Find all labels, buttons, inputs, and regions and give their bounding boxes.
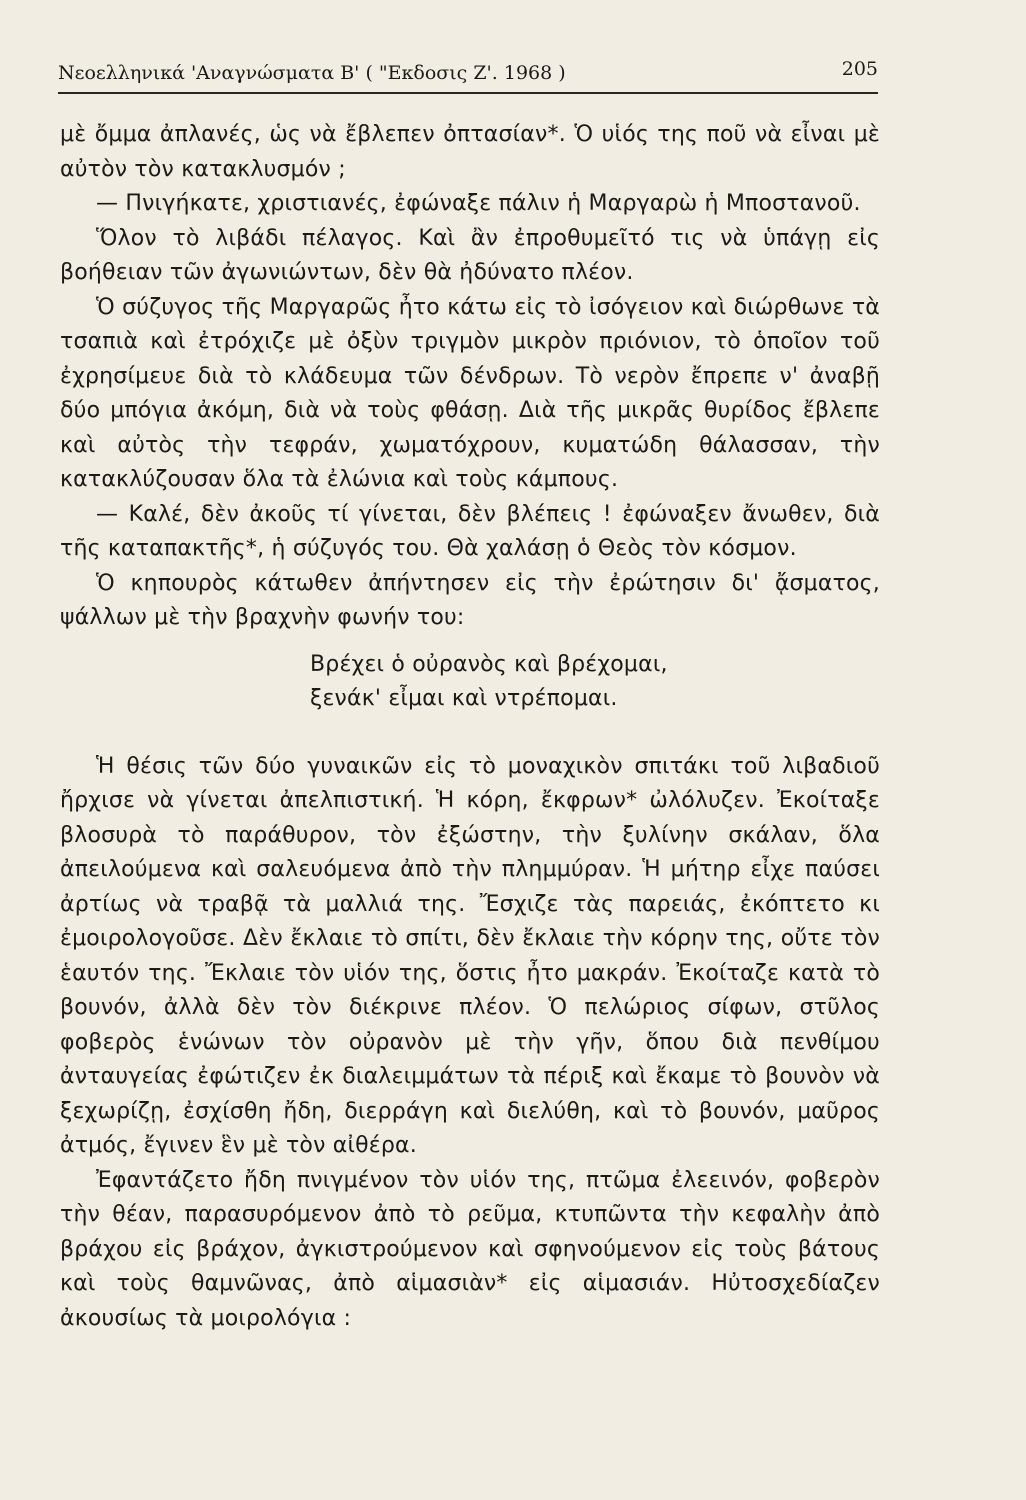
body-text — [60, 118, 880, 1336]
paragraph: Ὁ κηπουρὸς κάτωθεν ἀπήντησεν εἰς τὴν ἐρώτησιν δι' ᾄσματος, ψάλλων μὲ τὴν βραχνὴν φωνήν του: — [60, 570, 880, 630]
paragraph: Ἡ θέσις τῶν δύο γυναικῶν εἰς τὸ μοναχικὸν σπιτάκι τοῦ λιβαδιοῦ ἤρχισε νὰ γίνεται ἀπελπιστική. Ἡ κόρη, ἔκφρων* ὠλόλυζεν. Ἐκοίταξε βλοσυρὰ τὸ παράθυρον, τὸν ἐξώστην, τὴν ξυλίνην σκάλαν, ὅλα ἀπειλούμενα καὶ σαλευόμενα ἀπὸ τὴν πλημμύραν. Ἡ μήτηρ εἶχε παύσει ἀρτίως νὰ τραβᾷ τὰ μαλλιά της. Ἔσχιζε τὰς παρειάς, ἐκόπτετο κι ἐμοιρολογοῦσε. Δὲν ἔκλαιε τὸ σπίτι, δὲν ἔκλαιε τὴν κόρην της, οὔτε τὸν ἑαυτόν της. Ἔκλαιε τὸν υἱόν της, ὅστις ἦτο μακράν. Ἐκοίταζε κατὰ τὸ βουνόν, ἀλλὰ δὲν τὸν διέκρινε πλέον. Ὁ πελώριος σίφων, στῦλος φοβερὸς ἑνώνων τὸν οὐρανὸν μὲ τὴν γῆν, ὅπου διὰ πενθίμου ἀνταυγείας ἐφώτιζεν ἐκ διαλειμμάτων τὰ πέριξ καὶ ἔκαμε τὸ βουνὸν νὰ ξεχωρίζῃ, ἐσχίσθη ἤδη, διερράγη καὶ διελύθη, καὶ τὸ βουνόν, μαῦρος ἀτμός, ἔγινεν ἓν μὲ τὸν αἰθέρα. — [60, 753, 880, 1158]
paragraph: — Πνιγήκατε, χριστιανές, ἐφώναξε πάλιν ἡ Μαργαρὼ ἡ Μποστανοῦ. — [96, 191, 861, 216]
verse-line: Βρέχει ὁ οὐρανὸς καὶ βρέχομαι, — [310, 651, 668, 677]
verse-line: ξενάκ' εἶμαι καὶ ντρέπομαι. — [310, 685, 618, 711]
paragraph: Ὁ σύζυγος τῆς Μαργαρῶς ἦτο κάτω εἰς τὸ ἰσόγειον καὶ διώρθωνε τὰ τσαπιὰ καὶ ἐτρόχιζε μὲ ὀξὺν τριγμὸν μικρὸν πριόνιον, τὸ ὁποῖον τοῦ ἐχρησίμευε διὰ τὸ κλάδευμα τῶν δένδρων. Τὸ νερὸν ἔπρεπε ν' ἀναβῇ δύο μπόγια ἀκόμη, διὰ νὰ τοὺς φθάσῃ. Διὰ τῆς μικρᾶς θυρίδος ἔβλεπε καὶ αὐτὸς τὴν τεφράν, χωματόχρουν, κυματώδη θάλασσαν, τὴν κατακλύζουσαν ὅλα τὰ ἐλώνια καὶ τοὺς κάμπους. — [60, 294, 880, 492]
book-title: Νεοελληνικά 'Αναγνώσματα Β' ( "Εκδοσις Ζ'. 1968 ) — [58, 62, 566, 84]
paragraph: μὲ ὄμμα ἀπλανές, ὡς νὰ ἔβλεπεν ὀπτασίαν*. Ὁ υἱός της ποῦ νὰ εἶναι μὲ αὐτὸν τὸν κατακλυσμόν ; — [60, 122, 880, 182]
page-number: 205 — [841, 58, 878, 80]
running-head — [58, 58, 878, 94]
song-verse — [60, 648, 880, 716]
paragraph: — Καλέ, δὲν ἀκοῦς τί γίνεται, δὲν βλέπεις ! ἐφώναξεν ἄνωθεν, διὰ τῆς καταπακτῆς*, ἡ σύζυγός του. Θὰ χαλάσῃ ὁ Θεὸς τὸν κόσμον. — [60, 501, 880, 561]
paragraph: Ὅλον τὸ λιβάδι πέλαγος. Καὶ ἂν ἐπροθυμεῖτό τις νὰ ὑπάγῃ εἰς βοήθειαν τῶν ἀγωνιώντων, δὲν θὰ ἠδύνατο πλέον. — [60, 225, 880, 285]
paragraph: Ἐφαντάζετο ἤδη πνιγμένον τὸν υἱόν της, πτῶμα ἐλεεινόν, φοβερὸν τὴν θέαν, παρασυρόμενον ἀπὸ τὸ ρεῦμα, κτυπῶντα τὴν κεφαλὴν ἀπὸ βράχου εἰς βράχον, ἀγκιστρούμενον καὶ σφηνούμενον εἰς τοὺς βάτους καὶ τοὺς θαμνῶνας, ἀπὸ αἱμασιὰν* εἰς αἱμασιάν. Ηὐτοσχεδίαζεν ἀκουσίως τὰ μοιρολόγια : — [60, 1167, 880, 1331]
